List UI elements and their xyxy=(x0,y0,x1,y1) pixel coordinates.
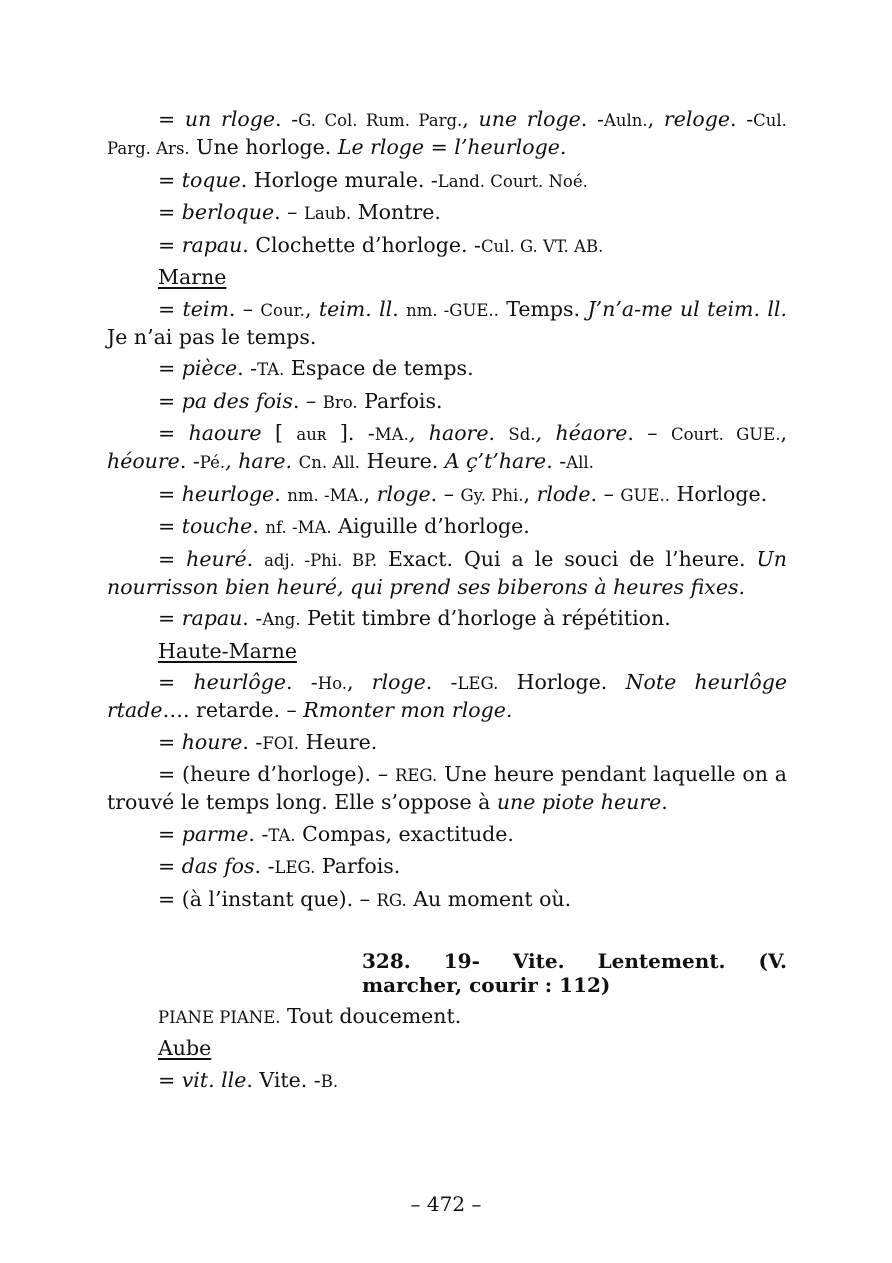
entry-term: parme xyxy=(181,821,249,846)
phonetic-transcription: auʀ xyxy=(296,425,327,444)
entry-term: rlode xyxy=(536,481,591,506)
entry-text: = xyxy=(158,670,194,694)
entry-text: . - xyxy=(425,670,458,694)
entry-text: = xyxy=(158,388,182,413)
source-abbrev: LEG. xyxy=(274,858,316,877)
example-phrase: Rmonter mon rloge. xyxy=(303,698,513,722)
entry-a-linstant-que xyxy=(107,886,787,914)
entry-term: un rloge xyxy=(184,107,275,131)
entry-piane-piane xyxy=(107,1003,787,1031)
region-name: Aube xyxy=(158,1036,212,1060)
entry-text: . - xyxy=(275,107,299,131)
entry-text: Je n’ai pas le temps. xyxy=(107,324,317,349)
entry-text: Au moment où. xyxy=(406,886,572,911)
source-abbrev: Ho. xyxy=(317,674,347,693)
entry-text: = xyxy=(158,1067,182,1092)
source-abbrev: Sd. xyxy=(508,425,536,444)
entry-vit-lle xyxy=(107,1067,787,1095)
entry-text: Heure. xyxy=(360,449,445,473)
entry-text: , xyxy=(780,421,787,445)
entry-term: reloge xyxy=(663,107,730,131)
entry-berloque xyxy=(107,199,787,227)
entry-text: . - xyxy=(248,821,269,846)
region-name: Haute-Marne xyxy=(158,638,297,663)
entry-term: , haore. xyxy=(408,421,509,445)
entry-heure-dhorloge xyxy=(107,761,787,816)
entry-text: = xyxy=(158,546,187,571)
source-abbrev: RG. xyxy=(376,890,407,910)
entry-text: . xyxy=(392,296,407,321)
entry-text: . - xyxy=(729,107,754,131)
entry-text: Montre. xyxy=(351,200,441,224)
entry-text: . – xyxy=(228,296,261,321)
source-abbrev: G. Col. Rum. Parg. xyxy=(298,111,463,130)
entry-term: teim xyxy=(182,296,229,321)
entry-term: héoure xyxy=(107,449,180,473)
entry-text: = xyxy=(158,729,182,754)
entry-text: . Clochette d’horloge. - xyxy=(242,232,481,257)
region-heading-haute-marne xyxy=(107,638,787,665)
source-abbrev: Court. GUE. xyxy=(670,425,781,444)
entry-term: rloge xyxy=(371,670,426,694)
entry-term: rloge xyxy=(376,481,431,506)
entry-rapau xyxy=(107,232,787,260)
entry-text: Horloge. xyxy=(669,481,768,506)
entry-term: rapau xyxy=(181,232,243,257)
entry-text: = xyxy=(158,296,183,321)
entry-term: touche xyxy=(181,514,253,538)
entry-text: . – xyxy=(274,200,304,224)
entry-toque xyxy=(107,167,787,195)
entry-text: Aiguille d’horloge. xyxy=(331,514,530,538)
entry-headword: PIANE PIANE. xyxy=(158,1007,281,1027)
source-abbrev: nm. -GUE.. xyxy=(406,300,499,320)
entry-text: Parfois. xyxy=(315,854,401,878)
source-abbrev: Cour. xyxy=(260,300,305,320)
source-abbrev: GUE.. xyxy=(620,485,670,505)
entry-text: . - xyxy=(242,729,263,754)
source-abbrev: MA. xyxy=(374,425,409,444)
entry-text: Temps. xyxy=(498,296,588,321)
entry-text: , xyxy=(363,481,377,506)
region-heading-marne xyxy=(107,264,787,291)
source-abbrev: Pé. xyxy=(199,453,226,472)
example-phrase: Note heurlôge rtade xyxy=(107,670,787,722)
entry-term: , hare. xyxy=(225,449,299,473)
entry-text: , xyxy=(462,107,479,131)
entry-text: , xyxy=(346,670,372,694)
entry-text: = xyxy=(158,167,182,192)
source-abbrev: Cul. G. VT. AB. xyxy=(480,236,604,256)
source-abbrev: Cn. All. xyxy=(298,453,361,472)
entry-text: Petit timbre d’horloge à répétition. xyxy=(300,606,671,630)
entry-houre xyxy=(107,729,787,757)
section-heading-line-1: 328. 19- Vite. Lentement. (V. xyxy=(362,948,787,973)
example-phrase: A ç’t’hare xyxy=(444,449,547,473)
entry-text: . - xyxy=(179,449,200,473)
entry-heurloge-hm xyxy=(107,669,787,724)
entry-text: Heure. xyxy=(299,729,378,754)
entry-text: Une heure pendant laquelle on a trouvé le temps long. Elle s’oppose à xyxy=(107,762,787,814)
entry-horloge-un-rloge xyxy=(107,106,787,162)
section-heading-line-2: marcher, courir : 112) xyxy=(362,972,611,997)
entry-text: = (heure d’horloge). – xyxy=(158,762,395,786)
example-phrase: une piote heure xyxy=(496,790,662,814)
entry-text: = xyxy=(158,356,182,380)
entry-text: . – xyxy=(590,481,621,506)
source-abbrev: nm. -MA. xyxy=(287,485,364,505)
entry-text: = xyxy=(158,514,182,538)
entry-term: haoure xyxy=(188,421,262,445)
source-abbrev: Auln. xyxy=(603,111,648,130)
entry-text: Horloge. xyxy=(498,670,626,694)
entry-text: . xyxy=(661,790,668,814)
entry-piece xyxy=(107,355,787,383)
example-phrase: J’n’a-me ul teim. ll. xyxy=(587,296,787,321)
entry-rapau-ang xyxy=(107,605,787,633)
entry-text: = xyxy=(158,606,182,630)
entry-text: Espace de temps. xyxy=(284,356,474,380)
source-abbrev: REG. xyxy=(394,766,438,785)
source-abbrev: B. xyxy=(320,1071,339,1091)
entry-text: , xyxy=(523,481,537,506)
entry-text: . – xyxy=(292,388,323,413)
source-abbrev: Land. Court. Noé. xyxy=(437,171,588,191)
source-abbrev: TA. xyxy=(257,360,285,379)
entry-term: pa des fois xyxy=(181,388,293,413)
source-abbrev: Ang. xyxy=(262,610,301,629)
document-body xyxy=(107,106,787,1099)
source-abbrev: FOI. xyxy=(262,733,300,753)
entry-text: . - xyxy=(254,854,275,878)
entry-text: = xyxy=(158,200,182,224)
entry-text: ]. - xyxy=(326,421,375,445)
source-abbrev: TA. xyxy=(268,825,296,845)
entry-term: heurloge xyxy=(181,481,275,506)
entry-term: heurlôge xyxy=(193,670,286,694)
entry-teim xyxy=(107,296,787,351)
entry-text: . Horloge murale. - xyxy=(240,167,438,192)
source-abbrev: Bro. xyxy=(322,392,358,412)
entry-text: Parfois. xyxy=(357,388,443,413)
entry-text: , xyxy=(304,296,319,321)
region-name: Marne xyxy=(158,265,227,289)
entry-text: . - xyxy=(546,449,567,473)
entry-text: . - xyxy=(242,606,263,630)
entry-text: , xyxy=(647,107,664,131)
entry-text: . xyxy=(274,481,288,506)
section-heading xyxy=(362,949,787,997)
entry-term: , héaore xyxy=(535,421,628,445)
entry-term: rapau xyxy=(181,606,243,630)
entry-heurloge xyxy=(107,481,787,509)
entry-text: Exact. Qui a le souci de l’heure. xyxy=(377,546,757,571)
entry-text: = xyxy=(158,854,182,878)
entry-term: das fos xyxy=(181,854,255,878)
entry-text: . Vite. - xyxy=(246,1067,321,1092)
entry-term: heuré xyxy=(186,546,247,571)
entry-term: teim. ll xyxy=(318,296,393,321)
entry-text: Une horloge. xyxy=(189,135,338,159)
entry-text: . - xyxy=(237,356,258,380)
entry-das-fos xyxy=(107,853,787,881)
page-number: – 472 – xyxy=(410,1192,482,1216)
entry-text: [ xyxy=(261,421,297,445)
source-abbrev: Laub. xyxy=(303,204,352,223)
entry-text: Tout doucement. xyxy=(280,1003,462,1028)
entry-text: = xyxy=(158,232,182,257)
entry-term: pièce xyxy=(181,356,238,380)
entry-text: = (à l’instant que). – xyxy=(158,886,377,911)
entry-touche xyxy=(107,513,787,541)
entry-text: . - xyxy=(285,670,318,694)
example-phrase: Le rloge = l’heurloge. xyxy=(337,135,567,159)
entry-term: toque xyxy=(181,167,241,192)
entry-term: berloque xyxy=(181,200,275,224)
entry-text: = xyxy=(158,421,189,445)
entry-parme xyxy=(107,821,787,849)
entry-text: . - xyxy=(580,107,604,131)
entry-text: . – xyxy=(430,481,461,506)
entry-text: . – xyxy=(627,421,671,445)
entry-text: Compas, exactitude. xyxy=(295,821,514,846)
entry-term: une rloge xyxy=(478,107,581,131)
entry-text: = xyxy=(158,107,185,131)
source-abbrev: LEG. xyxy=(457,674,499,693)
entry-text: = xyxy=(158,821,182,846)
entry-term: vit. lle xyxy=(181,1067,247,1092)
entry-heure-adj xyxy=(107,546,787,601)
source-abbrev: Gy. Phi. xyxy=(460,485,524,505)
region-heading-aube xyxy=(107,1035,787,1062)
entry-text: = xyxy=(158,481,182,506)
source-abbrev: nf. -MA. xyxy=(265,518,332,537)
source-abbrev: adj. -Phi. BP. xyxy=(264,550,378,570)
example-phrase: Un nourrisson bien heuré, qui prend ses biberons à heures fixes. xyxy=(107,546,787,599)
entry-term: houre xyxy=(181,729,243,754)
entry-text: . xyxy=(246,546,265,571)
entry-pa-des-fois xyxy=(107,388,787,416)
entry-text: …. retarde. – xyxy=(162,698,304,722)
entry-text: . xyxy=(252,514,266,538)
source-abbrev: All. xyxy=(566,453,594,472)
source-abbrev: Cul. Parg. Ars. xyxy=(107,111,787,158)
entry-haoure xyxy=(107,420,787,476)
